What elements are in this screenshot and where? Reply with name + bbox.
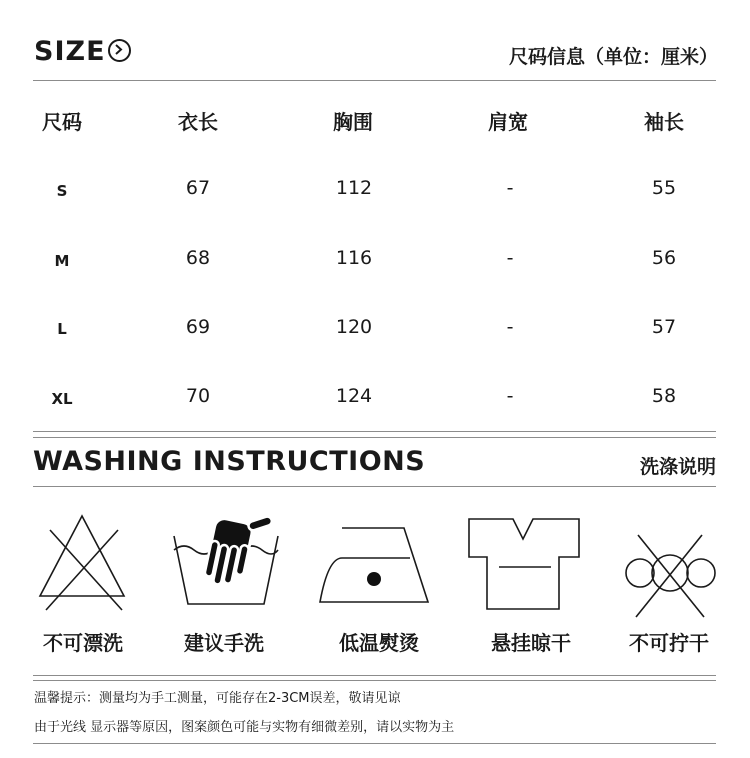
length-cell: 67 (185, 177, 211, 199)
length-cell: 69 (185, 316, 211, 338)
chest-cell: 116 (335, 247, 373, 269)
size-cell: XL (51, 390, 73, 408)
shoulder-cell: - (506, 177, 514, 199)
low-iron-icon (318, 518, 438, 608)
divider (33, 680, 716, 681)
chest-cell: 112 (335, 177, 373, 199)
chest-cell: 124 (335, 385, 373, 407)
icon-label: 不可拧干 (629, 631, 709, 655)
sleeve-cell: 58 (651, 385, 677, 407)
note-line: 温馨提示：测量均为手工测量，可能存在2-3CM误差，敬请见谅 (34, 691, 401, 706)
shoulder-cell: - (506, 247, 514, 269)
sleeve-cell: 56 (651, 247, 677, 269)
divider (33, 675, 716, 676)
divider (33, 80, 716, 81)
size-title (34, 36, 131, 67)
size-cell: L (57, 320, 67, 338)
column-header-length: 衣长 (178, 110, 218, 134)
icon-label: 建议手洗 (184, 631, 264, 655)
chest-cell: 120 (335, 316, 373, 338)
column-header-sleeve: 袖长 (644, 110, 684, 134)
icon-label: 不可漂洗 (43, 631, 123, 655)
sleeve-cell: 55 (651, 177, 677, 199)
sleeve-cell: 57 (651, 316, 677, 338)
length-cell: 70 (185, 385, 211, 407)
no-wring-icon (622, 525, 722, 625)
hand-wash-icon (170, 510, 280, 615)
column-header-size: 尺码 (42, 110, 82, 134)
icon-label: 低温熨烫 (339, 631, 419, 655)
divider (33, 486, 716, 487)
washing-title: WASHING INSTRUCTIONS (33, 446, 426, 477)
icon-label: 悬挂晾干 (491, 631, 571, 655)
size-title-text: SIZE (34, 36, 106, 67)
note-line: 由于光线 显示器等原因，图案颜色可能与实物有细微差别，请以实物为主 (34, 720, 455, 735)
divider (33, 437, 716, 438)
size-cell: S (56, 182, 68, 200)
shoulder-cell: - (506, 385, 514, 407)
no-bleach-icon (30, 510, 140, 620)
divider (33, 743, 716, 744)
divider (33, 431, 716, 432)
size-cell: M (54, 252, 70, 270)
length-cell: 68 (185, 247, 211, 269)
column-header-shoulder: 肩宽 (488, 110, 528, 134)
washing-subtitle: 洗涤说明 (639, 456, 716, 478)
shoulder-cell: - (506, 316, 514, 338)
column-header-chest: 胸围 (333, 110, 373, 134)
size-subtitle: 尺码信息（单位：厘米） (508, 46, 718, 68)
hang-dry-icon (465, 515, 585, 615)
play-circle-icon (108, 39, 131, 62)
